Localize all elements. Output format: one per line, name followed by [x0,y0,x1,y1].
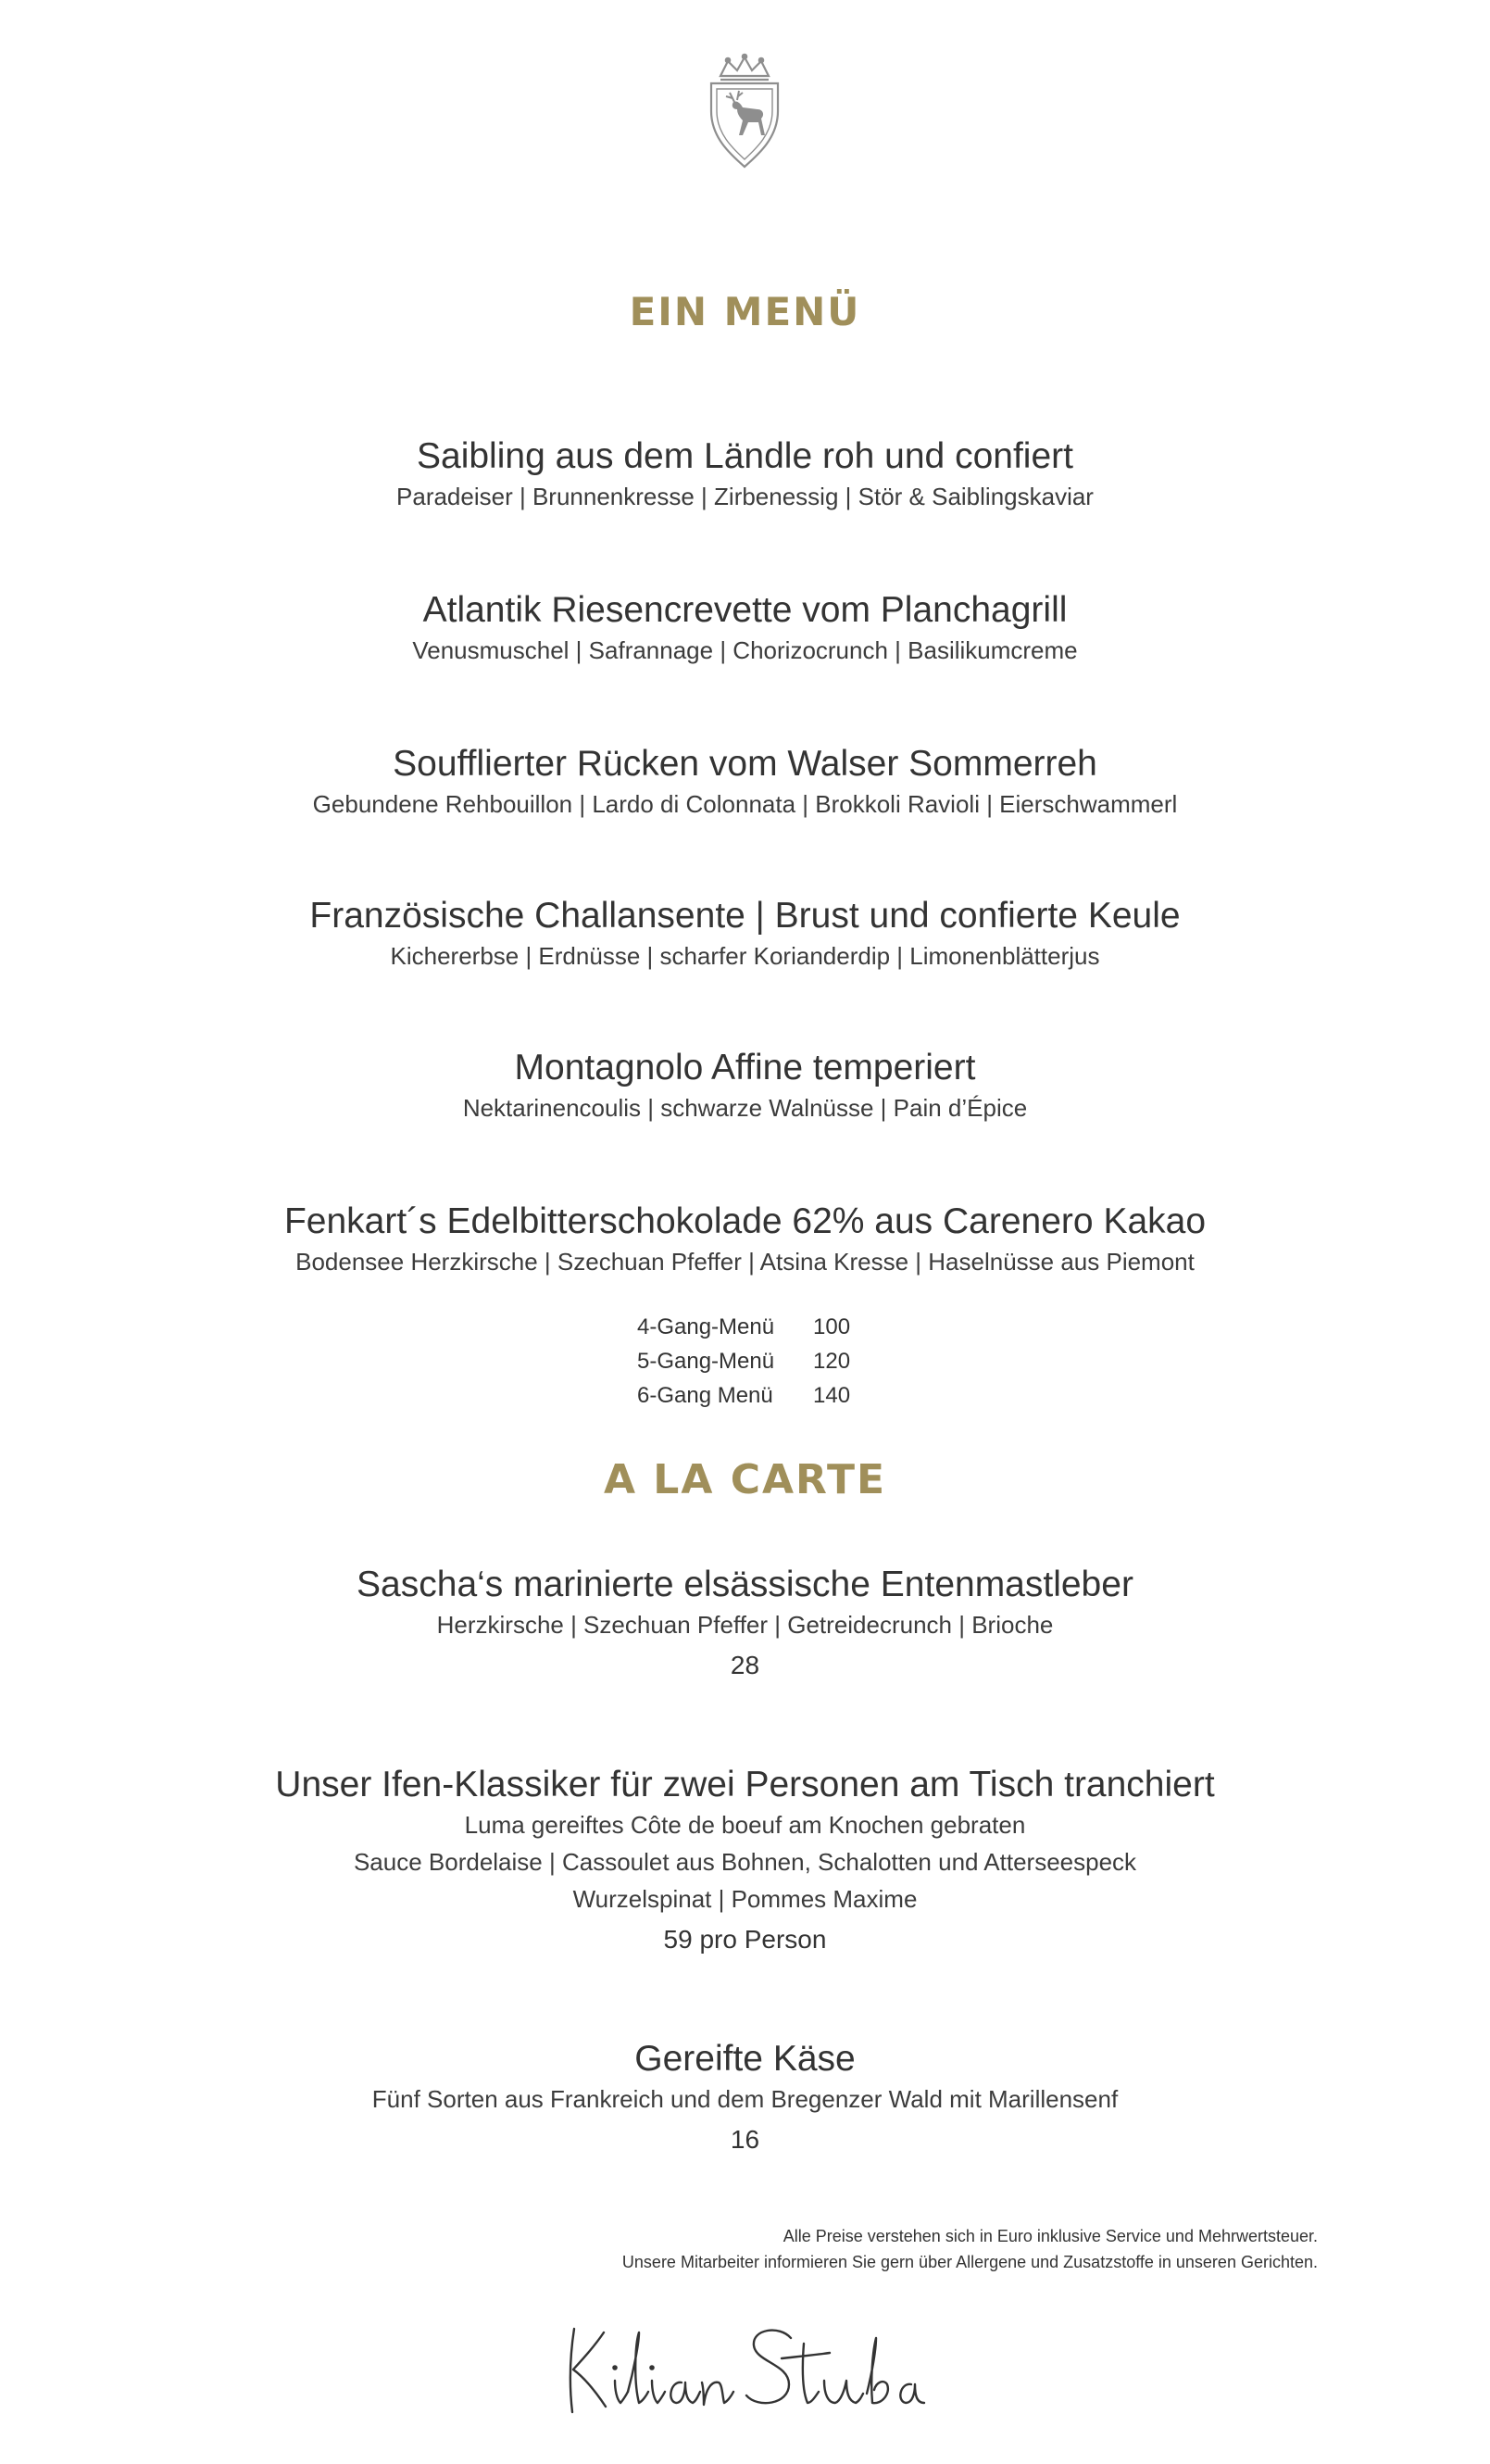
carte-item-description: Luma gereiftes Côte de boeuf am Knochen gebraten [464,1811,1026,1839]
menu-course [0,895,1490,974]
course-description: Bodensee Herzkirsche | Szechuan Pfeffer | Atsina Kresse | Haselnüsse aus Piemont [295,1248,1195,1276]
carte-item-description: Wurzelspinat | Pommes Maxime [572,1885,918,1913]
carte-item-description: Fünf Sorten aus Frankreich und dem Bregenzer Wald mit Marillensenf [371,2085,1119,2113]
carte-item-price: 59 pro Person [663,1925,827,1954]
menu-heading: EIN MENÜ [629,289,861,334]
carte-item-description: Sauce Bordelaise | Cassoulet aus Bohnen, Schalotten und Atterseespeck [353,1848,1137,1876]
price-row [637,1378,869,1413]
price-footnote [622,2223,1318,2275]
course-description: Kichererbse | Erdnüsse | scharfer Korianderdip | Limonenblätterjus [390,942,1100,970]
course-description: Nektarinencoulis | schwarze Walnüsse | Pain d’Épice [462,1094,1028,1122]
deer-crest-icon [700,52,789,172]
course-description: Gebundene Rehbouillon | Lardo di Colonnata | Brokkoli Ravioli | Eierschwammerl [312,790,1178,818]
footnote-line: Unsere Mitarbeiter informieren Sie gern über Allergene und Zusatzstoffe in unseren Gerichten. [621,2253,1318,2271]
price-row [637,1344,869,1378]
price-label: 4-Gang-Menü [637,1314,775,1339]
price-value: 100 [813,1314,851,1339]
menu-course [0,743,1490,823]
price-label: 6-Gang Menü [637,1382,773,1408]
carte-heading: A LA CARTE [603,1456,887,1503]
menu-course [0,1201,1490,1280]
carte-item [0,1764,1490,1960]
carte-item-price: 16 [730,2125,760,2154]
carte-item [0,2038,1490,2160]
menu-course [0,435,1490,515]
carte-item-price: 28 [730,1651,760,1679]
course-title: Fenkart´s Edelbitterschokolade 62% aus Carenero Kakao [283,1201,1207,1241]
course-title: Französische Challansente | Brust und confierte Keule [309,896,1181,936]
kilian-stuba-signature-logo [561,2316,932,2418]
price-label: 5-Gang-Menü [637,1348,775,1374]
carte-item [0,1564,1490,1686]
course-title: Montagnolo Affine temperiert [514,1048,976,1087]
carte-item-title: Sascha‘s marinierte elsässische Entenmastleber [357,1565,1133,1604]
carte-item-title: Unser Ifen-Klassiker für zwei Personen am Tisch tranchiert [275,1765,1215,1804]
footnote-line: Alle Preise verstehen sich in Euro inklusive Service und Mehrwertsteuer. [783,2227,1318,2245]
menu-course [0,1047,1490,1126]
price-value: 120 [813,1348,851,1374]
carte-item-title: Gereifte Käse [634,2039,856,2079]
course-description: Venusmuschel | Safrannage | Chorizocrunch | Basilikumcreme [412,636,1078,664]
menu-course [0,589,1490,669]
course-title: Saibling aus dem Ländle roh und confiert [417,436,1073,476]
price-value: 140 [813,1382,851,1408]
course-title: Atlantik Riesencrevette vom Planchagrill [422,590,1068,630]
carte-item-description: Herzkirsche | Szechuan Pfeffer | Getreidecrunch | Brioche [436,1611,1054,1639]
course-title: Soufflierter Rücken vom Walser Sommerreh [393,744,1097,784]
course-description: Paradeiser | Brunnenkresse | Zirbenessig | Stör & Saiblingskaviar [396,483,1094,510]
menu-price-list [637,1310,869,1413]
price-row [637,1310,869,1344]
